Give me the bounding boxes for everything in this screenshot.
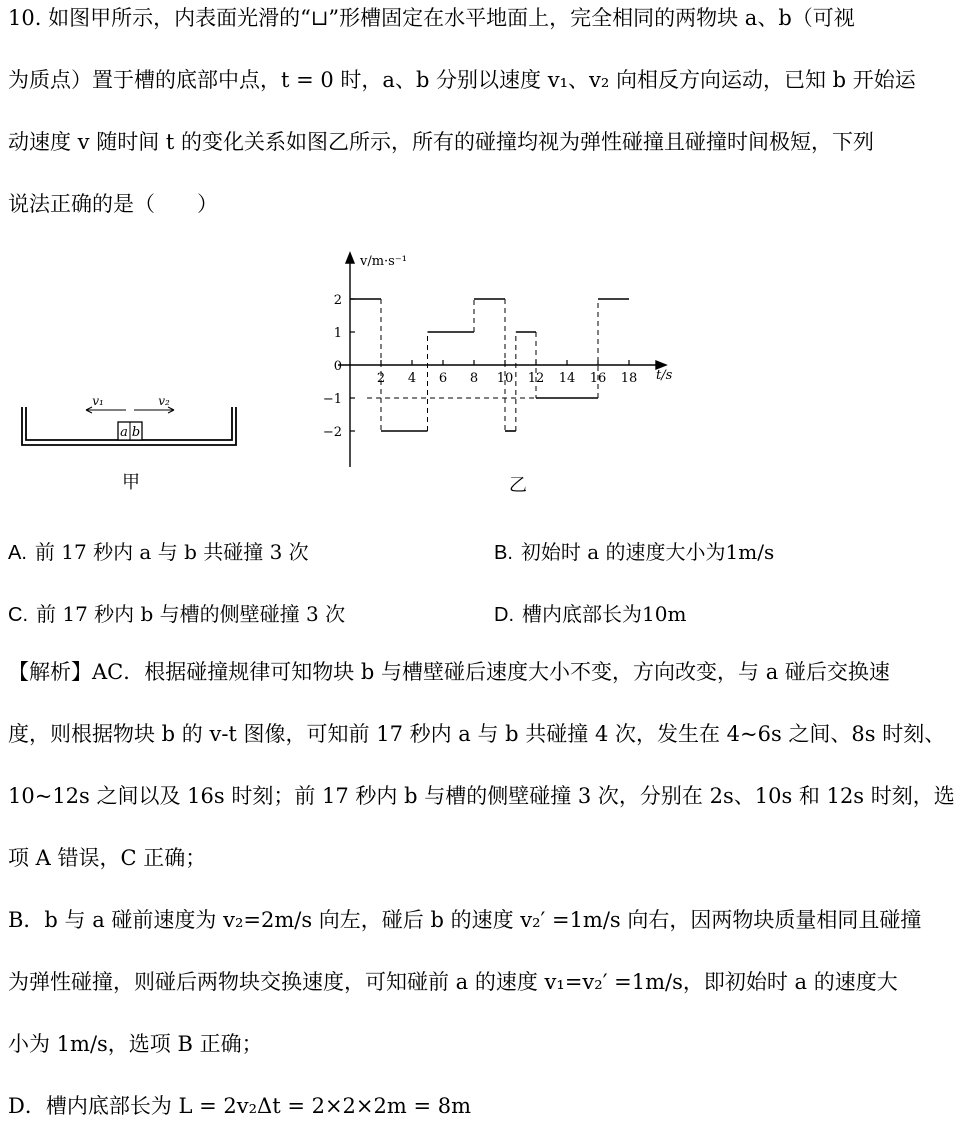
figure-jia-caption: 甲 — [122, 472, 140, 493]
analysis-line-7: 小为 1m/s，选项 B 正确； — [8, 1032, 263, 1056]
x-tick-label: 12 — [527, 371, 545, 386]
analysis-line-6: 为弹性碰撞，则碰后两物块交换速度，可知碰前 a 的速度 v₁=v₂′ =1m/s，即初始时 a 的速度大 — [8, 970, 898, 994]
option-a[interactable] — [8, 536, 309, 565]
analysis-line-1: 【解析】AC．根据碰撞规律可知物块 b 与槽壁碰后速度大小不变，方向改变，与 a 碰后交换速 — [8, 660, 890, 684]
option-b-text: 初始时 a 的速度大小为1m/s — [520, 540, 775, 564]
v2-label: v₂ — [158, 395, 170, 408]
question-line-3: 动速度 v 随时间 t 的变化关系如图乙所示，所有的碰撞均视为弹性碰撞且碰撞时间极短，下列 — [8, 130, 875, 154]
option-c[interactable] — [8, 598, 345, 627]
y-axis-label: v/m·s⁻¹ — [360, 254, 407, 269]
analysis-line-4: 项 A 错误，C 正确； — [8, 846, 207, 870]
option-a-label: A. — [8, 542, 27, 564]
x-axis-label: t/s — [656, 368, 673, 383]
y-tick-label: 1 — [333, 326, 342, 341]
question-line-1: 10. 如图甲所示，内表面光滑的“⊔”形槽固定在水平地面上，完全相同的两物块 a、b（可视 — [8, 6, 855, 30]
option-d-text: 槽内底部长为10m — [522, 602, 687, 626]
option-d-label: D. — [494, 604, 514, 626]
x-tick-label: 16 — [589, 371, 607, 386]
y-tick-label: 2 — [333, 293, 342, 308]
option-a-text: 前 17 秒内 a 与 b 共碰撞 3 次 — [34, 540, 309, 564]
svg-text:a: a — [120, 425, 128, 440]
axes — [338, 253, 666, 467]
y-tick-label: 0 — [333, 359, 342, 374]
option-b-label: B. — [494, 542, 513, 564]
question-line-2: 为质点）置于槽的底部中点，t = 0 时，a、b 分别以速度 v₁、v₂ 向相反方向运动，已知 b 开始运 — [8, 68, 916, 92]
figure-yi — [318, 245, 678, 500]
x-tick-label: 14 — [558, 371, 576, 386]
v1-label: v₁ — [92, 395, 104, 408]
figure-jia — [10, 395, 250, 495]
x-tick-label: 10 — [496, 371, 514, 386]
y-tick-label: −2 — [322, 425, 342, 440]
x-tick-label: 2 — [376, 371, 386, 386]
analysis-line-8: D．槽内底部长为 L = 2v₂Δt = 2×2×2m = 8m — [8, 1094, 472, 1118]
analysis-line-3: 10~12s 之间以及 16s 时刻；前 17 秒内 b 与槽的侧壁碰撞 3 次，分别在 2s、10s 和 12s 时刻，选 — [8, 784, 955, 808]
figure-yi-caption: 乙 — [509, 475, 527, 496]
question-line-4: 说法正确的是（ ） — [8, 192, 218, 216]
x-tick-label: 8 — [469, 371, 479, 386]
x-tick-label: 4 — [407, 371, 417, 386]
svg-text:b: b — [131, 425, 141, 440]
option-b[interactable] — [494, 536, 774, 565]
x-tick-label: 18 — [620, 371, 638, 386]
option-c-text: 前 17 秒内 b 与槽的侧壁碰撞 3 次 — [36, 602, 346, 626]
analysis-line-5: B．b 与 a 碰前速度为 v₂=2m/s 向左，碰后 b 的速度 v₂′ =1m/s 向右，因两物块质量相同且碰撞 — [8, 908, 922, 932]
option-d[interactable] — [494, 598, 686, 627]
analysis-line-2: 度，则根据物块 b 的 v-t 图像，可知前 17 秒内 a 与 b 共碰撞 4 次，发生在 4~6s 之间、8s 时刻、 — [8, 722, 946, 746]
x-tick-label: 6 — [438, 371, 448, 386]
option-c-label: C. — [8, 604, 28, 626]
y-tick-label: −1 — [322, 392, 342, 407]
